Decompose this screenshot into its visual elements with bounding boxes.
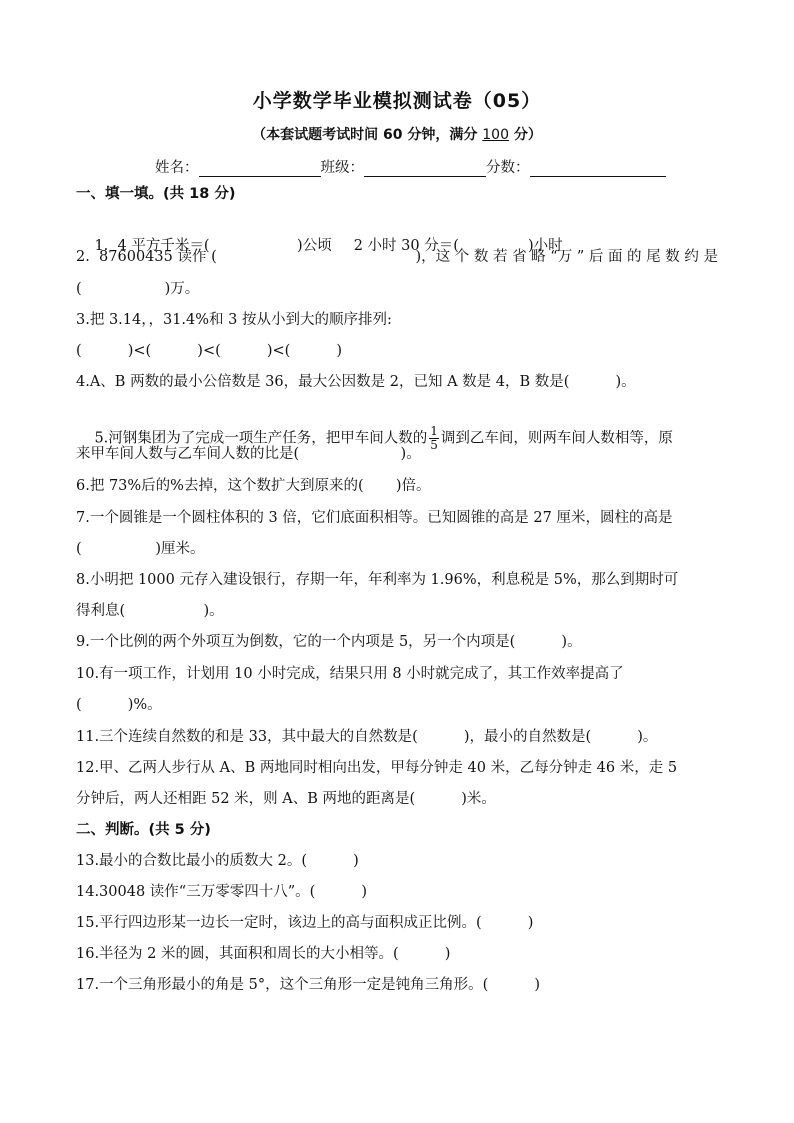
name-label: 姓名：	[155, 160, 199, 176]
question-5-line-2: 来甲车间人数与乙车间人数的比是( )。	[76, 446, 421, 462]
exam-subtitle	[0, 124, 794, 144]
question-7-line-2: ( )厘米。	[76, 541, 205, 557]
question-6: 6.把 73%后的%去掉，这个数扩大到原来的( )倍。	[76, 478, 431, 494]
question-8-line-2: 得利息( )。	[76, 603, 224, 619]
page-title: 小学数学毕业模拟测试卷（05）	[252, 90, 542, 112]
question-8: 8.小明把 1000 元存入建设银行，存期一年，年利率为 1.96%，利息税是 5%，那么到期时可	[76, 572, 679, 588]
question-5-part-b: 调到乙车间，则两车间人数相等，原	[440, 430, 673, 447]
fraction-numerator: 1	[430, 424, 438, 438]
question-1-part-b: 2 小时 30 分＝( )小时	[353, 238, 563, 254]
question-3: 3.把 3.14，，31.4%和 3 按从小到大的顺序排列:	[76, 312, 392, 328]
question-14: 14.30048 读作“三万零零四十八”。( )	[76, 884, 368, 900]
question-12: 12.甲、乙两人步行从 A、B 两地同时相向出发，甲每分钟走 40 米，乙每分钟走 46 米，走 5	[76, 760, 678, 776]
question-2	[76, 247, 718, 267]
question-1	[76, 216, 563, 276]
section-heading-fill-in: 一、填一填。(共 18 分)	[76, 186, 236, 202]
question-10: 10.有一项工作，计划用 10 小时完成，结果只用 8 小时就完成了，其工作效率提高了	[76, 666, 624, 682]
question-9: 9.一个比例的两个外项互为倒数，它的一个内项是 5，另一个内项是( )。	[76, 634, 582, 650]
subtitle-text-after: 分）	[508, 127, 542, 143]
question-4: 4.A、B 两数的最小公倍数是 36，最大公因数是 2，已知 A 数是 4，B 数是( )。	[76, 374, 636, 390]
full-score: 100	[482, 127, 509, 143]
class-field[interactable]	[364, 160, 486, 177]
fraction-denominator: 5	[430, 438, 438, 452]
subtitle-text-before: （本套试题考试时间 60 分钟，满分	[252, 127, 483, 143]
question-7: 7.一个圆锥是一个圆柱体积的 3 倍，它们底面积相等。已知圆锥的高是 27 厘米，圆柱的高是	[76, 510, 673, 526]
question-16: 16.半径为 2 米的圆，其面积和周长的大小相等。( )	[76, 946, 451, 962]
score-label: 分数：	[486, 160, 530, 176]
question-15: 15.平行四边形某一边长一定时，该边上的高与面积成正比例。( )	[76, 915, 534, 931]
fraction-one-fifth	[429, 425, 439, 452]
score-field[interactable]	[530, 160, 666, 177]
question-10-line-2: ( )%。	[76, 697, 162, 713]
name-field[interactable]	[199, 160, 321, 177]
question-12-line-2: 分钟后，两人还相距 52 米，则 A、B 两地的距离是( )米。	[76, 791, 496, 807]
question-2-part-a: 2. 87600435 读作 (	[76, 249, 217, 265]
section-heading-judgement: 二、判断。(共 5 分)	[76, 822, 211, 838]
student-info-row	[155, 156, 666, 177]
question-2-line-2: ( )万。	[76, 281, 200, 297]
question-13: 13.最小的合数比最小的质数大 2。( )	[76, 853, 359, 869]
question-1-part-a: 1. 4 平方千米＝( )公顷	[94, 238, 332, 254]
question-3-line-2: ( )<( )<( )<( )	[76, 343, 343, 359]
class-label: 班级：	[320, 160, 364, 176]
question-2-part-b: )，这 个 数 若 省 略 “万 ” 后 面 的 尾 数 约 是	[415, 249, 718, 265]
question-17: 17.一个三角形最小的角是 5°，这个三角形一定是钝角三角形。( )	[76, 977, 541, 993]
question-11: 11.三个连续自然数的和是 33，其中最大的自然数是( )，最小的自然数是( )。	[76, 729, 658, 745]
question-5-part-a: 5.河钢集团为了完成一项生产任务，把甲车间人数的	[94, 430, 428, 447]
